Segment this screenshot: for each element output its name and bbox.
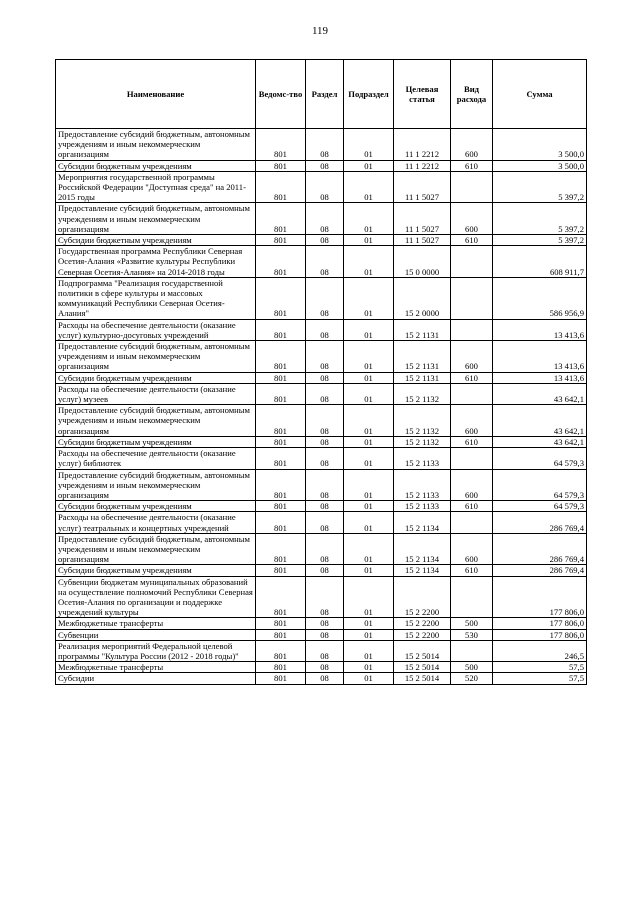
header-subsection: Подраздел (344, 60, 394, 129)
cell-section: 08 (306, 533, 344, 565)
cell-subsection: 01 (344, 565, 394, 576)
cell-sum: 586 956,9 (493, 277, 587, 319)
cell-expense-type: 600 (451, 533, 493, 565)
cell-sum: 5 397,2 (493, 203, 587, 235)
cell-section: 08 (306, 341, 344, 373)
budget-table (55, 59, 587, 685)
cell-target-article: 11 1 5027 (394, 235, 451, 246)
cell-section: 08 (306, 576, 344, 618)
cell-sum: 64 579,3 (493, 469, 587, 501)
cell-dept: 801 (256, 673, 306, 684)
table-row (56, 640, 587, 661)
cell-dept: 801 (256, 235, 306, 246)
cell-name: Субсидии бюджетным учреждениям (56, 501, 256, 512)
cell-name: Расходы на обеспечение деятельности (оказание услуг) музеев (56, 383, 256, 404)
cell-sum: 43 642,1 (493, 436, 587, 447)
cell-dept: 801 (256, 662, 306, 673)
cell-expense-type (451, 640, 493, 661)
cell-sum: 43 642,1 (493, 405, 587, 437)
cell-sum: 13 413,6 (493, 372, 587, 383)
cell-section: 08 (306, 246, 344, 278)
cell-expense-type: 600 (451, 469, 493, 501)
table-row (56, 629, 587, 640)
cell-target-article: 15 0 0000 (394, 246, 451, 278)
cell-sum: 13 413,6 (493, 319, 587, 340)
cell-expense-type: 610 (451, 436, 493, 447)
cell-subsection: 01 (344, 448, 394, 469)
cell-section: 08 (306, 277, 344, 319)
cell-section: 08 (306, 383, 344, 404)
table-row (56, 405, 587, 437)
cell-section: 08 (306, 436, 344, 447)
cell-subsection: 01 (344, 640, 394, 661)
cell-subsection: 01 (344, 372, 394, 383)
cell-target-article: 11 1 2212 (394, 129, 451, 161)
cell-sum: 608 911,7 (493, 246, 587, 278)
header-target-article: Целевая статья (394, 60, 451, 129)
cell-sum: 3 500,0 (493, 160, 587, 171)
cell-sum: 64 579,3 (493, 448, 587, 469)
cell-target-article: 15 2 1134 (394, 565, 451, 576)
cell-subsection: 01 (344, 576, 394, 618)
cell-name: Субсидии бюджетным учреждениям (56, 235, 256, 246)
table-row (56, 235, 587, 246)
table-row (56, 203, 587, 235)
cell-subsection: 01 (344, 405, 394, 437)
cell-sum: 177 806,0 (493, 629, 587, 640)
cell-section: 08 (306, 618, 344, 629)
header-expense-type: Вид расхода (451, 60, 493, 129)
cell-expense-type: 600 (451, 405, 493, 437)
cell-target-article: 15 2 1134 (394, 533, 451, 565)
cell-target-article: 15 2 1131 (394, 341, 451, 373)
cell-section: 08 (306, 171, 344, 203)
cell-dept: 801 (256, 618, 306, 629)
cell-sum: 5 397,2 (493, 235, 587, 246)
cell-name: Субвенции (56, 629, 256, 640)
cell-section: 08 (306, 160, 344, 171)
cell-name: Государственная программа Республики Северная Осетия-Алания «Развитие культуры Республики Северная Осетия-Алания» на 2014-2018 годы (56, 246, 256, 278)
table-row (56, 319, 587, 340)
cell-expense-type (451, 448, 493, 469)
cell-sum: 177 806,0 (493, 618, 587, 629)
cell-subsection: 01 (344, 160, 394, 171)
table-row (56, 129, 587, 161)
cell-target-article: 15 2 0000 (394, 277, 451, 319)
cell-name: Расходы на обеспечение деятельности (оказание услуг) театральных и концертных учреждений (56, 512, 256, 533)
cell-subsection: 01 (344, 235, 394, 246)
cell-target-article: 15 2 2200 (394, 629, 451, 640)
cell-subsection: 01 (344, 618, 394, 629)
table-row (56, 246, 587, 278)
page-number: 119 (311, 25, 329, 37)
table-row (56, 160, 587, 171)
cell-target-article: 15 2 1132 (394, 383, 451, 404)
cell-sum: 246,5 (493, 640, 587, 661)
cell-expense-type (451, 383, 493, 404)
cell-dept: 801 (256, 405, 306, 437)
cell-subsection: 01 (344, 436, 394, 447)
cell-section: 08 (306, 469, 344, 501)
cell-expense-type (451, 171, 493, 203)
cell-name: Подпрограмма "Реализация государственной политики в сфере культуры и массовых коммуникаций Республики Северная Осетия-Алания" (56, 277, 256, 319)
table-row (56, 501, 587, 512)
cell-name: Межбюджетные трансферты (56, 662, 256, 673)
cell-section: 08 (306, 512, 344, 533)
cell-sum: 5 397,2 (493, 171, 587, 203)
cell-subsection: 01 (344, 203, 394, 235)
cell-name: Субсидии бюджетным учреждениям (56, 160, 256, 171)
cell-section: 08 (306, 405, 344, 437)
cell-target-article: 15 2 1133 (394, 448, 451, 469)
cell-expense-type (451, 512, 493, 533)
cell-name: Предоставление субсидий бюджетным, автономным учреждениям и иным некоммерческим организациям (56, 469, 256, 501)
cell-dept: 801 (256, 629, 306, 640)
cell-target-article: 15 2 1133 (394, 501, 451, 512)
cell-subsection: 01 (344, 512, 394, 533)
cell-name: Предоставление субсидий бюджетным, автономным учреждениям и иным некоммерческим организациям (56, 129, 256, 161)
cell-name: Расходы на обеспечение деятельности (оказание услуг) культурно-досуговых учреждений (56, 319, 256, 340)
cell-dept: 801 (256, 277, 306, 319)
cell-section: 08 (306, 501, 344, 512)
header-sum: Сумма (493, 60, 587, 129)
cell-dept: 801 (256, 565, 306, 576)
cell-subsection: 01 (344, 533, 394, 565)
cell-expense-type: 610 (451, 501, 493, 512)
table-row (56, 533, 587, 565)
table-row (56, 512, 587, 533)
cell-dept: 801 (256, 372, 306, 383)
cell-expense-type: 610 (451, 160, 493, 171)
cell-name: Субсидии бюджетным учреждениям (56, 372, 256, 383)
cell-section: 08 (306, 235, 344, 246)
cell-dept: 801 (256, 501, 306, 512)
table-row (56, 618, 587, 629)
cell-target-article: 15 2 1132 (394, 405, 451, 437)
cell-expense-type: 610 (451, 565, 493, 576)
table-row (56, 436, 587, 447)
cell-expense-type: 500 (451, 662, 493, 673)
table-row (56, 171, 587, 203)
cell-sum: 64 579,3 (493, 501, 587, 512)
cell-expense-type: 530 (451, 629, 493, 640)
cell-name: Предоставление субсидий бюджетным, автономным учреждениям и иным некоммерческим организациям (56, 533, 256, 565)
cell-expense-type: 610 (451, 372, 493, 383)
cell-dept: 801 (256, 640, 306, 661)
cell-sum: 57,5 (493, 662, 587, 673)
cell-dept: 801 (256, 129, 306, 161)
cell-subsection: 01 (344, 319, 394, 340)
cell-expense-type (451, 277, 493, 319)
table-row (56, 673, 587, 684)
cell-name: Субвенции бюджетам муниципальных образований на осуществление полномочий Республики Северная Осетия-Алания по организации и поддержке учреждений культуры (56, 576, 256, 618)
cell-dept: 801 (256, 436, 306, 447)
cell-dept: 801 (256, 203, 306, 235)
cell-target-article: 15 2 5014 (394, 673, 451, 684)
cell-dept: 801 (256, 160, 306, 171)
table-body (56, 129, 587, 685)
cell-subsection: 01 (344, 171, 394, 203)
cell-expense-type (451, 319, 493, 340)
cell-sum: 43 642,1 (493, 383, 587, 404)
cell-sum: 177 806,0 (493, 576, 587, 618)
table-row (56, 383, 587, 404)
cell-target-article: 15 2 2200 (394, 576, 451, 618)
cell-expense-type: 500 (451, 618, 493, 629)
cell-dept: 801 (256, 448, 306, 469)
cell-name: Предоставление субсидий бюджетным, автономным учреждениям и иным некоммерческим организациям (56, 203, 256, 235)
cell-expense-type: 600 (451, 341, 493, 373)
cell-subsection: 01 (344, 383, 394, 404)
cell-target-article: 11 1 5027 (394, 203, 451, 235)
cell-target-article: 11 1 5027 (394, 171, 451, 203)
cell-name: Расходы на обеспечение деятельности (оказание услуг) библиотек (56, 448, 256, 469)
cell-target-article: 15 2 1133 (394, 469, 451, 501)
cell-section: 08 (306, 203, 344, 235)
header-section: Раздел (306, 60, 344, 129)
cell-subsection: 01 (344, 662, 394, 673)
cell-target-article: 15 2 1131 (394, 372, 451, 383)
cell-sum: 3 500,0 (493, 129, 587, 161)
cell-target-article: 15 2 1132 (394, 436, 451, 447)
cell-dept: 801 (256, 383, 306, 404)
cell-dept: 801 (256, 533, 306, 565)
table-row (56, 469, 587, 501)
cell-subsection: 01 (344, 673, 394, 684)
cell-expense-type (451, 576, 493, 618)
cell-dept: 801 (256, 469, 306, 501)
header-name: Наименование (56, 60, 256, 129)
table-row (56, 448, 587, 469)
cell-subsection: 01 (344, 277, 394, 319)
cell-dept: 801 (256, 341, 306, 373)
cell-name: Предоставление субсидий бюджетным, автономным учреждениям и иным некоммерческим организациям (56, 405, 256, 437)
cell-expense-type (451, 246, 493, 278)
cell-expense-type: 610 (451, 235, 493, 246)
cell-target-article: 11 1 2212 (394, 160, 451, 171)
cell-name: Предоставление субсидий бюджетным, автономным учреждениям и иным некоммерческим организациям (56, 341, 256, 373)
cell-sum: 286 769,4 (493, 565, 587, 576)
cell-target-article: 15 2 1134 (394, 512, 451, 533)
cell-subsection: 01 (344, 246, 394, 278)
table-row (56, 341, 587, 373)
cell-subsection: 01 (344, 501, 394, 512)
cell-subsection: 01 (344, 629, 394, 640)
cell-target-article: 15 2 1131 (394, 319, 451, 340)
cell-name: Субсидии (56, 673, 256, 684)
cell-subsection: 01 (344, 341, 394, 373)
cell-name: Субсидии бюджетным учреждениям (56, 436, 256, 447)
cell-section: 08 (306, 319, 344, 340)
table-row (56, 565, 587, 576)
cell-target-article: 15 2 5014 (394, 640, 451, 661)
cell-dept: 801 (256, 246, 306, 278)
cell-sum: 13 413,6 (493, 341, 587, 373)
cell-name: Реализация мероприятий Федеральной целевой программы "Культура России (2012 - 2018 годы)" (56, 640, 256, 661)
cell-section: 08 (306, 629, 344, 640)
table-row (56, 372, 587, 383)
cell-dept: 801 (256, 171, 306, 203)
cell-dept: 801 (256, 576, 306, 618)
table-header-row (56, 60, 587, 129)
cell-section: 08 (306, 565, 344, 576)
cell-dept: 801 (256, 319, 306, 340)
cell-dept: 801 (256, 512, 306, 533)
table-row (56, 277, 587, 319)
cell-section: 08 (306, 662, 344, 673)
cell-section: 08 (306, 673, 344, 684)
cell-sum: 57,5 (493, 673, 587, 684)
cell-target-article: 15 2 5014 (394, 662, 451, 673)
table-row (56, 662, 587, 673)
cell-sum: 286 769,4 (493, 533, 587, 565)
cell-section: 08 (306, 129, 344, 161)
cell-section: 08 (306, 372, 344, 383)
cell-expense-type: 600 (451, 129, 493, 161)
cell-name: Субсидии бюджетным учреждениям (56, 565, 256, 576)
cell-name: Мероприятия государственной программы Российской Федерации "Доступная среда" на 2011-2015 годы (56, 171, 256, 203)
cell-name: Межбюджетные трансферты (56, 618, 256, 629)
cell-expense-type: 600 (451, 203, 493, 235)
cell-sum: 286 769,4 (493, 512, 587, 533)
cell-target-article: 15 2 2200 (394, 618, 451, 629)
cell-section: 08 (306, 640, 344, 661)
cell-expense-type: 520 (451, 673, 493, 684)
table-row (56, 576, 587, 618)
header-dept: Ведомс-тво (256, 60, 306, 129)
cell-subsection: 01 (344, 129, 394, 161)
cell-section: 08 (306, 448, 344, 469)
cell-subsection: 01 (344, 469, 394, 501)
